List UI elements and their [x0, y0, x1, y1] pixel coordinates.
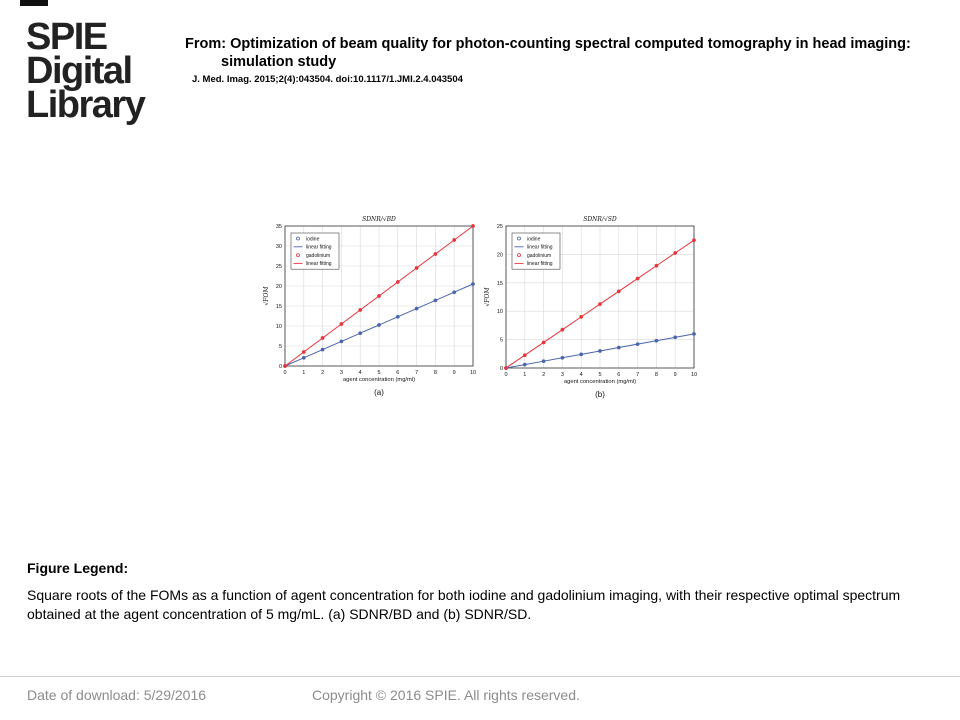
data-point-gadolinium [523, 354, 526, 357]
x-tick-label: 8 [654, 372, 658, 378]
article-title: From: Optimization of beam quality for photon-counting spectral computed tomography in head imaging: simulation study [185, 36, 911, 70]
legend-entry-label: linear fitting [306, 261, 332, 268]
spie-digital-library-logo[interactable] [26, 16, 151, 126]
logo-line-digital: Digital [26, 50, 132, 92]
download-date: Date of download: 5/29/2016 [27, 687, 207, 703]
data-point-gadolinium [377, 294, 380, 297]
data-point-gadolinium [283, 364, 286, 367]
x-tick-label: 5 [377, 370, 381, 376]
data-point-iodine [636, 342, 639, 345]
data-point-iodine [396, 315, 399, 318]
data-point-iodine [598, 349, 601, 352]
y-tick-label: 10 [496, 309, 503, 316]
data-point-iodine [302, 356, 305, 359]
legend-entry-label: iodine [306, 236, 320, 243]
x-tick-label: 7 [415, 370, 419, 376]
x-tick-label: 10 [469, 370, 477, 376]
legend-entry-label: iodine [527, 236, 541, 243]
data-point-gadolinium [340, 322, 343, 325]
logo-line-library: Library [26, 84, 145, 126]
y-tick-label: 0 [499, 366, 503, 372]
y-tick-label: 20 [496, 252, 503, 259]
data-point-gadolinium [321, 336, 324, 339]
data-point-gadolinium [504, 366, 507, 369]
x-tick-label: 9 [673, 372, 677, 378]
y-tick-label: 5 [278, 344, 282, 350]
data-point-gadolinium [692, 239, 695, 242]
y-tick-label: 35 [275, 224, 282, 230]
data-point-iodine [359, 332, 362, 335]
chart-title: SDNR/√SD [583, 216, 617, 223]
data-point-iodine [523, 363, 526, 366]
chart-panel-2 [484, 216, 697, 399]
x-tick-label: 6 [617, 372, 621, 378]
data-point-iodine [655, 339, 658, 342]
data-point-iodine [434, 299, 437, 302]
data-point-gadolinium [598, 302, 601, 305]
article-citation: J. Med. Imag. 2015;2(4):043504. doi:10.1117/1.JMI.2.4.043504 [192, 74, 463, 85]
x-tick-label: 8 [433, 370, 437, 376]
x-tick-label: 2 [321, 370, 325, 376]
data-point-gadolinium [561, 328, 564, 331]
y-tick-label: 15 [496, 280, 503, 287]
y-tick-label: 0 [278, 364, 282, 370]
data-point-gadolinium [636, 277, 639, 280]
y-tick-label: 5 [499, 337, 503, 344]
data-point-gadolinium [471, 224, 474, 227]
data-point-iodine [580, 353, 583, 356]
data-point-gadolinium [434, 252, 437, 255]
data-point-iodine [415, 307, 418, 310]
x-tick-label: 3 [339, 370, 343, 376]
y-axis-label: √FOM [263, 286, 270, 306]
legend-entry-label: linear fitting [527, 261, 553, 268]
data-point-gadolinium [396, 280, 399, 283]
x-tick-label: 6 [396, 370, 400, 376]
x-tick-label: 7 [636, 372, 640, 378]
data-point-iodine [674, 336, 677, 339]
footer-divider [0, 676, 960, 677]
legend-entry-label: gadolinium [527, 252, 552, 259]
y-tick-label: 10 [275, 324, 282, 330]
y-tick-label: 30 [275, 244, 282, 250]
corner-mark [20, 0, 48, 6]
x-tick-label: 4 [579, 372, 583, 378]
x-tick-label: 4 [358, 370, 362, 376]
data-point-iodine [340, 340, 343, 343]
legend-entry-label: linear fitting [527, 244, 553, 251]
y-tick-label: 20 [275, 284, 282, 290]
figure-legend-text: Square roots of the FOMs as a function of agent concentration for both iodine and gadolinium imaging, with their respective optimal spectrum obtained at the agent concentration of 5 mg/mL. (a) SDNR/BD and (b) SDNR/SD. [27, 587, 901, 622]
y-axis-label: √FOM [484, 287, 491, 307]
data-point-gadolinium [359, 308, 362, 311]
data-point-iodine [321, 348, 324, 351]
x-tick-label: 5 [598, 372, 602, 378]
data-point-gadolinium [617, 290, 620, 293]
x-tick-label: 0 [283, 370, 287, 376]
data-point-gadolinium [415, 266, 418, 269]
panel-label: (a) [374, 388, 384, 397]
y-tick-label: 25 [275, 264, 282, 270]
panel-label: (b) [595, 390, 605, 399]
data-point-iodine [561, 356, 564, 359]
y-tick-label: 25 [496, 224, 503, 230]
data-point-iodine [617, 346, 620, 349]
x-tick-label: 3 [560, 372, 564, 378]
x-tick-label: 1 [302, 370, 306, 376]
x-tick-label: 1 [523, 372, 527, 378]
figure-legend-heading: Figure Legend: [27, 560, 129, 576]
figure-panels [258, 210, 708, 405]
x-axis-label: agent concentration (mg/ml) [342, 377, 416, 383]
legend-entry-label: gadolinium [306, 252, 331, 259]
x-axis-label: agent concentration (mg/ml) [563, 379, 637, 385]
data-point-gadolinium [674, 251, 677, 254]
x-tick-label: 2 [542, 372, 546, 378]
x-tick-label: 10 [690, 372, 698, 378]
data-point-iodine [542, 359, 545, 362]
copyright-notice: Copyright © 2016 SPIE. All rights reserved. [312, 687, 580, 703]
figure-svg [258, 210, 708, 405]
y-tick-label: 15 [275, 304, 282, 310]
legend-entry-label: linear fitting [306, 244, 332, 251]
chart-title: SDNR/√BD [362, 216, 396, 223]
data-point-gadolinium [542, 341, 545, 344]
data-point-iodine [377, 323, 380, 326]
data-point-gadolinium [655, 264, 658, 267]
data-point-gadolinium [453, 238, 456, 241]
x-tick-label: 9 [452, 370, 456, 376]
article-header [185, 35, 945, 85]
data-point-iodine [471, 282, 474, 285]
data-point-gadolinium [302, 350, 305, 353]
x-tick-label: 0 [504, 372, 508, 378]
data-point-iodine [453, 291, 456, 294]
data-point-gadolinium [580, 315, 583, 318]
chart-panel-1 [263, 216, 476, 397]
logo-line-spie: SPIE [26, 16, 107, 58]
data-point-iodine [692, 332, 695, 335]
